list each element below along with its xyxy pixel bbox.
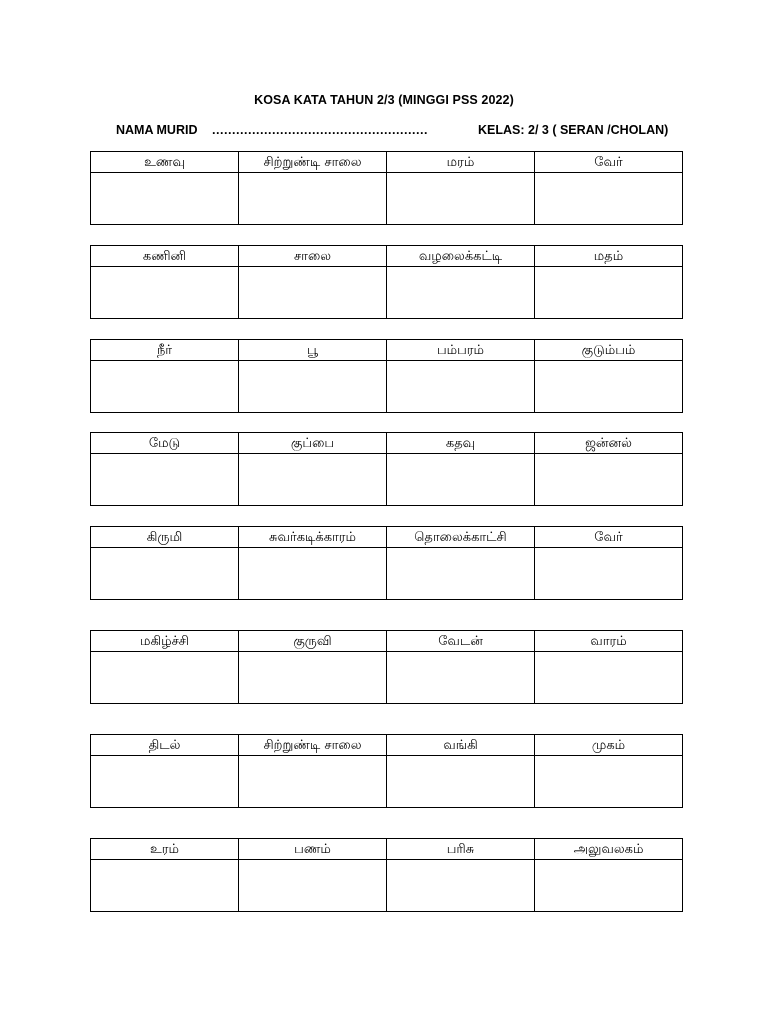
answer-row [91,756,683,808]
vocab-table-5 [90,526,683,600]
vocab-table-3 [90,339,683,413]
answer-box[interactable] [387,361,535,413]
word-cell: மேடு [91,433,239,454]
answer-box[interactable] [91,652,239,704]
word-cell: உரம் [91,839,239,860]
answer-box[interactable] [239,756,387,808]
word-cell: கணினி [91,246,239,267]
word-cell: ஜன்னல் [535,433,683,454]
word-cell: வேர் [535,527,683,548]
answer-row [91,361,683,413]
answer-box[interactable] [239,652,387,704]
word-cell: முகம் [535,735,683,756]
word-cell: திடல் [91,735,239,756]
answer-row [91,548,683,600]
word-cell: சிற்றுண்டி சாலை [239,735,387,756]
vocab-table-2 [90,245,683,319]
answer-box[interactable] [387,652,535,704]
word-cell: மரம் [387,152,535,173]
answer-box[interactable] [91,267,239,319]
answer-box[interactable] [387,173,535,225]
answer-box[interactable] [535,652,683,704]
word-cell: அலுவலகம் [535,839,683,860]
answer-box[interactable] [91,548,239,600]
answer-box[interactable] [535,173,683,225]
word-cell: மதம் [535,246,683,267]
word-cell: கிருமி [91,527,239,548]
word-cell: வழலைக்கட்டி [387,246,535,267]
word-cell: நீர் [91,340,239,361]
student-name-line [116,123,427,137]
answer-box[interactable] [239,860,387,912]
answer-box[interactable] [91,860,239,912]
vocab-table-1 [90,151,683,225]
word-cell: குருவி [239,631,387,652]
word-cell: பரிசு [387,839,535,860]
answer-box[interactable] [387,267,535,319]
word-cell: சிற்றுண்டி சாலை [239,152,387,173]
answer-box[interactable] [91,454,239,506]
word-row [91,246,683,267]
answer-box[interactable] [239,454,387,506]
answer-box[interactable] [91,361,239,413]
student-name-blank: ……………………………………………… [211,123,428,137]
word-row [91,340,683,361]
word-cell: கதவு [387,433,535,454]
answer-box[interactable] [535,756,683,808]
vocab-table-8 [90,838,683,912]
word-cell: வேடன் [387,631,535,652]
answer-row [91,267,683,319]
word-cell: வேர் [535,152,683,173]
word-row [91,152,683,173]
answer-box[interactable] [535,267,683,319]
word-cell: வங்கி [387,735,535,756]
word-row [91,735,683,756]
answer-row [91,652,683,704]
word-row [91,527,683,548]
word-row [91,839,683,860]
word-cell: பூ [239,340,387,361]
word-cell: பம்பரம் [387,340,535,361]
answer-box[interactable] [535,860,683,912]
answer-box[interactable] [535,454,683,506]
answer-row [91,454,683,506]
answer-box[interactable] [387,860,535,912]
word-cell: மகிழ்ச்சி [91,631,239,652]
word-cell: வாரம் [535,631,683,652]
word-cell: சாலை [239,246,387,267]
answer-box[interactable] [387,756,535,808]
answer-box[interactable] [91,173,239,225]
answer-box[interactable] [239,361,387,413]
word-row [91,631,683,652]
student-name-label: NAMA MURID [116,123,198,137]
word-row [91,433,683,454]
answer-row [91,860,683,912]
answer-box[interactable] [91,756,239,808]
vocab-table-4 [90,432,683,506]
word-cell: உணவு [91,152,239,173]
vocab-table-6 [90,630,683,704]
worksheet-title: KOSA KATA TAHUN 2/3 (MINGGI PSS 2022) [254,93,514,107]
word-cell: குப்பை [239,433,387,454]
answer-box[interactable] [387,548,535,600]
word-cell: சுவர்கடிக்காரம் [239,527,387,548]
answer-box[interactable] [387,454,535,506]
word-cell: தொலைக்காட்சி [387,527,535,548]
answer-box[interactable] [239,548,387,600]
class-label: KELAS: 2/ 3 ( SERAN /CHOLAN) [478,123,669,137]
answer-box[interactable] [535,361,683,413]
word-cell: பணம் [239,839,387,860]
word-cell: குடும்பம் [535,340,683,361]
answer-row [91,173,683,225]
answer-box[interactable] [239,267,387,319]
answer-box[interactable] [535,548,683,600]
vocab-table-7 [90,734,683,808]
answer-box[interactable] [239,173,387,225]
